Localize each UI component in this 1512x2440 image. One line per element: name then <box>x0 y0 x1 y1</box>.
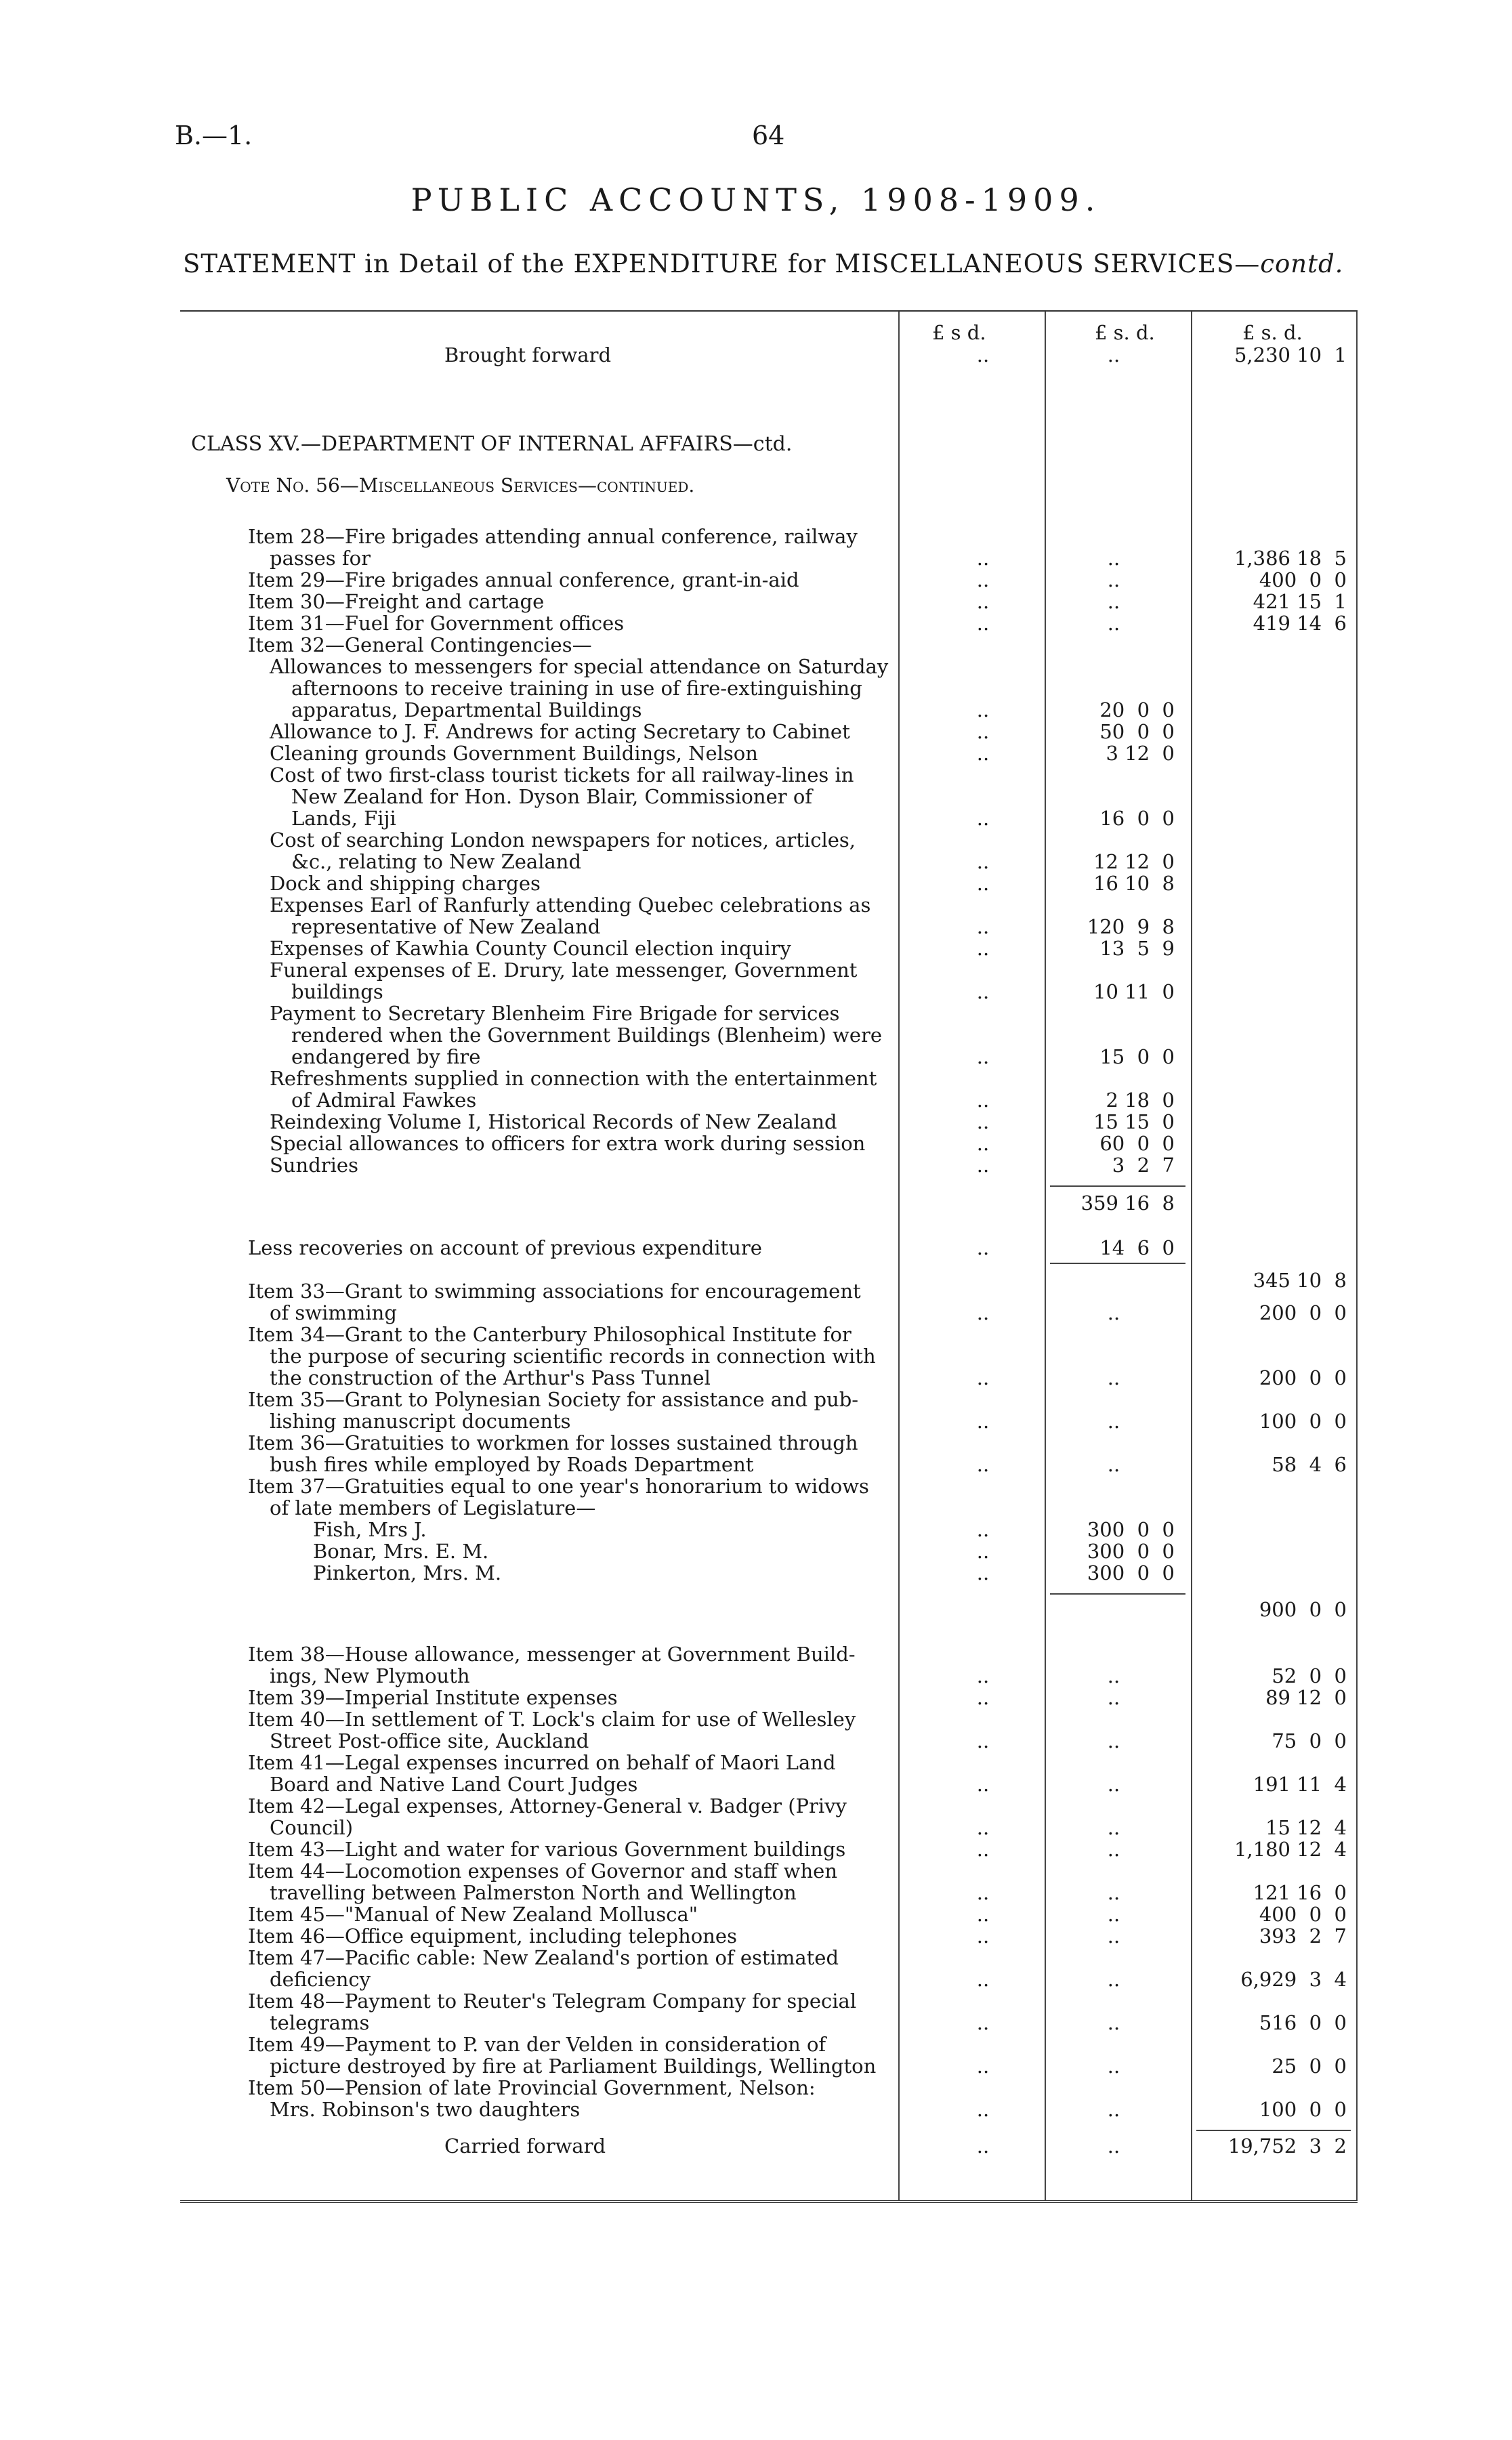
row-description: ings, New Plymouth <box>270 1664 470 1687</box>
amount-c1: .. <box>976 1110 990 1133</box>
row-description: Item 49—Payment to P. van der Velden in consideration of <box>248 2033 826 2056</box>
row-description: apparatus, Departmental Buildings <box>291 698 642 721</box>
table-row <box>180 764 1358 786</box>
row-description: Bonar, Mrs. E. M. <box>313 1540 489 1563</box>
amount-c3: 100 0 0 <box>1259 2098 1347 2121</box>
table-row <box>180 2135 1358 2157</box>
table-row <box>180 1154 1358 1176</box>
table-row <box>180 1860 1358 1882</box>
amount-c2: 15 15 0 <box>1093 1110 1175 1133</box>
amount-c2: 60 0 0 <box>1099 1132 1175 1155</box>
table-row <box>180 872 1358 894</box>
row-description: Council) <box>270 1816 354 1839</box>
amount-c2: 2 18 0 <box>1106 1089 1175 1112</box>
table-row <box>180 344 1358 366</box>
amount-c3: 19,752 3 2 <box>1227 2134 1347 2158</box>
amount-c3: 393 2 7 <box>1259 1924 1347 1948</box>
amount-c1: .. <box>976 1838 990 1861</box>
row-description: Item 30—Freight and cartage <box>248 590 545 613</box>
table-row <box>180 1111 1358 1133</box>
row-description: Item 50—Pension of late Provincial Government, Nelson: <box>248 2076 816 2099</box>
amount-c1: .. <box>976 2055 990 2078</box>
table-row <box>180 1345 1358 1367</box>
amount-c2: .. <box>1107 1686 1120 1709</box>
row-description: Allowance to J. F. Andrews for acting Secretary to Cabinet <box>270 720 850 743</box>
amount-c3: 400 0 0 <box>1259 568 1347 591</box>
amount-c2: .. <box>1107 2055 1120 2078</box>
amount-c2: 300 0 0 <box>1087 1540 1175 1563</box>
amount-c2: .. <box>1107 1366 1120 1389</box>
row-description: Lands, Fiji <box>291 807 396 830</box>
amount-c2: .. <box>1107 1968 1120 1991</box>
table-row <box>180 1454 1358 1475</box>
amount-c3: 121 16 0 <box>1253 1881 1347 1904</box>
table-row <box>180 1497 1358 1519</box>
total-rule <box>1196 2130 1351 2131</box>
amount-c1: .. <box>976 1561 990 1584</box>
table-row <box>180 2055 1358 2077</box>
amount-c3: 15 12 4 <box>1265 1816 1347 1839</box>
table-row <box>180 721 1358 742</box>
table-row <box>180 1367 1358 1389</box>
amount-c1: .. <box>976 1301 990 1324</box>
table-row <box>180 591 1358 612</box>
row-description: Expenses of Kawhia County Council election inquiry <box>270 937 791 960</box>
page-number: 64 <box>752 121 785 150</box>
table-row <box>180 1687 1358 1708</box>
amount-c1: .. <box>976 1132 990 1155</box>
amount-c2: 12 12 0 <box>1093 850 1175 873</box>
table-row <box>180 1003 1358 1024</box>
table-row <box>180 1046 1358 1068</box>
amount-c1: .. <box>976 1366 990 1389</box>
row-description: passes for <box>270 547 371 570</box>
row-description: Payment to Secretary Blenheim Fire Brigade for services <box>270 1002 840 1025</box>
row-description: Brought forward <box>444 343 612 366</box>
table-row <box>180 1324 1358 1345</box>
row-description: Item 41—Legal expenses incurred on behalf of Maori Land <box>248 1751 836 1774</box>
row-description: Pinkerton, Mrs. M. <box>313 1561 502 1584</box>
subtitle-main: STATEMENT in Detail of the EXPENDITURE for MISCELLANEOUS SERVICES— <box>183 249 1261 278</box>
amount-c2: 3 2 7 <box>1112 1154 1175 1177</box>
amount-c2: .. <box>1107 1816 1120 1839</box>
table-row <box>180 677 1358 699</box>
table-row <box>180 786 1358 807</box>
table-row <box>180 1562 1358 1584</box>
row-description: representative of New Zealand <box>291 915 601 938</box>
amount-c2: .. <box>1107 2098 1120 2121</box>
report-reference: B.—1. <box>175 121 253 150</box>
amount-c2: .. <box>1107 612 1120 635</box>
amount-c1: .. <box>976 980 990 1003</box>
table-row <box>180 1925 1358 1947</box>
amount-c3: 421 15 1 <box>1253 590 1347 613</box>
table-row <box>180 1519 1358 1540</box>
table-row <box>180 1389 1358 1410</box>
amount-c1: .. <box>976 807 990 830</box>
table-row <box>180 807 1358 829</box>
amount-c3: 75 0 0 <box>1272 1729 1347 1752</box>
column-header-3: £ s. d. <box>1242 321 1303 344</box>
table-row <box>180 1302 1358 1324</box>
amount-c3: 5,230 10 1 <box>1234 343 1347 366</box>
amount-c3: 1,180 12 4 <box>1234 1838 1347 1861</box>
table-row <box>180 1903 1358 1925</box>
amount-c1: .. <box>976 1924 990 1948</box>
amount-c1: .. <box>976 2098 990 2121</box>
amount-c2: 14 6 0 <box>1099 1236 1175 1259</box>
amount-c2: 20 0 0 <box>1099 698 1175 721</box>
amount-c2: .. <box>1107 547 1120 570</box>
row-description: Item 44—Locomotion expenses of Governor and staff when <box>248 1859 838 1882</box>
row-description: Special allowances to officers for extra work during session <box>270 1132 866 1155</box>
table-row <box>180 916 1358 938</box>
amount-c2: .. <box>1107 1773 1120 1796</box>
row-description: Item 46—Office equipment, including telephones <box>248 1924 737 1948</box>
amount-c2: .. <box>1107 1838 1120 1861</box>
table-row <box>180 1752 1358 1773</box>
amount-c1: .. <box>976 1729 990 1752</box>
amount-c3: 89 12 0 <box>1265 1686 1347 1709</box>
amount-c1: .. <box>976 850 990 873</box>
amount-c3: 58 4 6 <box>1272 1453 1347 1476</box>
amount-c2: .. <box>1107 343 1120 366</box>
row-description: Cleaning grounds Government Buildings, Nelson <box>270 742 758 765</box>
amount-c1: .. <box>976 590 990 613</box>
amount-c1: .. <box>976 1968 990 1991</box>
table-row <box>180 1192 1358 1214</box>
table-row <box>180 851 1358 872</box>
table-row <box>180 1089 1358 1111</box>
amount-c1: .. <box>976 1045 990 1068</box>
row-description: Item 28—Fire brigades attending annual conference, railway <box>248 525 858 548</box>
amount-c2: 300 0 0 <box>1087 1518 1175 1541</box>
amount-c2: .. <box>1107 2134 1120 2158</box>
amount-c2: .. <box>1107 1924 1120 1948</box>
row-description: rendered when the Government Buildings (Blenheim) were <box>291 1024 883 1047</box>
amount-c3: 1,386 18 5 <box>1234 547 1347 570</box>
statement-subtitle <box>183 249 1343 278</box>
amount-c1: .. <box>976 1453 990 1476</box>
amount-c1: .. <box>976 1686 990 1709</box>
row-description: Board and Native Land Court Judges <box>270 1773 638 1796</box>
table-row <box>180 634 1358 656</box>
row-description: telegrams <box>270 2011 370 2034</box>
row-description: buildings <box>291 980 383 1003</box>
amount-c2: 16 10 8 <box>1093 872 1175 895</box>
amount-c2: 3 12 0 <box>1106 742 1175 765</box>
table-row <box>180 1068 1358 1089</box>
amount-c2: .. <box>1107 1664 1120 1687</box>
row-description: &c., relating to New Zealand <box>291 850 582 873</box>
amount-c1: .. <box>976 2134 990 2158</box>
row-description: Carried forward <box>444 2134 606 2158</box>
table-row <box>180 1410 1358 1432</box>
amount-c3: 419 14 6 <box>1253 612 1347 635</box>
amount-c3: 400 0 0 <box>1259 1903 1347 1926</box>
row-description: Funeral expenses of E. Drury, late messenger, Government <box>270 959 858 982</box>
amount-c1: .. <box>976 1881 990 1904</box>
amount-c2: 359 16 8 <box>1080 1192 1175 1215</box>
amount-c1: .. <box>976 2011 990 2034</box>
row-description: the construction of the Arthur's Pass Tunnel <box>270 1366 711 1389</box>
table-row <box>180 959 1358 981</box>
amount-c1: .. <box>976 1410 990 1433</box>
amount-c2: .. <box>1107 1729 1120 1752</box>
row-description: Item 45—"Manual of New Zealand Mollusca" <box>248 1903 698 1926</box>
amount-c3: 900 0 0 <box>1259 1598 1347 1621</box>
table-row <box>180 1280 1358 1302</box>
amount-c1: .. <box>976 343 990 366</box>
amount-c1: .. <box>976 1540 990 1563</box>
amount-c2: 15 0 0 <box>1099 1045 1175 1068</box>
amount-c1: .. <box>976 547 990 570</box>
column-header-1: £ s d. <box>932 321 986 344</box>
row-description: lishing manuscript documents <box>270 1410 571 1433</box>
amount-c2: .. <box>1107 2011 1120 2034</box>
amount-c1: .. <box>976 1816 990 1839</box>
row-description: Item 38—House allowance, messenger at Government Build- <box>248 1643 856 1666</box>
table-row <box>180 526 1358 547</box>
row-description: Less recoveries on account of previous expenditure <box>248 1236 762 1259</box>
amount-c3: 191 11 4 <box>1253 1773 1347 1796</box>
table-row <box>180 569 1358 591</box>
table-row <box>180 1708 1358 1730</box>
row-description: Item 37—Gratuities equal to one year's honorarium to widows <box>248 1475 869 1498</box>
table-row <box>180 1990 1358 2012</box>
row-description: of late members of Legislature— <box>270 1496 596 1519</box>
amount-c3: 345 10 8 <box>1253 1269 1347 1292</box>
table-row <box>180 2012 1358 2034</box>
table-row <box>180 829 1358 851</box>
amount-c3: 100 0 0 <box>1259 1410 1347 1433</box>
table-row <box>180 547 1358 569</box>
expenditure-table <box>180 310 1358 2203</box>
row-description: of swimming <box>270 1301 397 1324</box>
row-description: Item 36—Gratuities to workmen for losses sustained through <box>248 1431 858 1454</box>
table-row <box>180 742 1358 764</box>
row-description: Cost of searching London newspapers for notices, articles, <box>270 828 856 851</box>
table-row <box>180 2077 1358 2099</box>
table-row <box>180 1773 1358 1795</box>
row-description: Item 34—Grant to the Canterbury Philosophical Institute for <box>248 1323 852 1346</box>
row-description: Item 29—Fire brigades annual conference, grant-in-aid <box>248 568 799 591</box>
amount-c2: 300 0 0 <box>1087 1561 1175 1584</box>
table-row <box>180 2034 1358 2055</box>
subtotal-rule <box>1050 1263 1185 1264</box>
row-description: Item 39—Imperial Institute expenses <box>248 1686 618 1709</box>
amount-c3: 25 0 0 <box>1272 2055 1347 2078</box>
table-row <box>180 1882 1358 1903</box>
amount-c1: .. <box>976 698 990 721</box>
amount-c2: 13 5 9 <box>1099 937 1175 960</box>
amount-c2: .. <box>1107 1881 1120 1904</box>
row-description: Item 42—Legal expenses, Attorney-General v. Badger (Privy <box>248 1794 847 1817</box>
amount-c3: 52 0 0 <box>1272 1664 1347 1687</box>
row-description: Expenses Earl of Ranfurly attending Quebec celebrations as <box>270 893 871 917</box>
row-description: Item 32—General Contingencies— <box>248 633 592 656</box>
row-description: Item 40—In settlement of T. Lock's claim for use of Wellesley <box>248 1708 856 1731</box>
amount-c1: .. <box>976 568 990 591</box>
row-description: Fish, Mrs J. <box>313 1518 427 1541</box>
amount-c1: .. <box>976 1089 990 1112</box>
table-row <box>180 699 1358 721</box>
page-title: PUBLIC ACCOUNTS, 1908-1909. <box>411 182 1101 218</box>
table-row <box>180 612 1358 634</box>
table-row <box>180 938 1358 959</box>
amount-c1: .. <box>976 720 990 743</box>
table-row <box>180 1540 1358 1562</box>
row-description: Refreshments supplied in connection with the entertainment <box>270 1067 877 1090</box>
row-description: deficiency <box>270 1968 371 1991</box>
row-description: picture destroyed by fire at Parliament Buildings, Wellington <box>270 2055 877 2078</box>
table-row <box>180 1643 1358 1665</box>
amount-c3: 516 0 0 <box>1259 2011 1347 2034</box>
table-row <box>180 1969 1358 1990</box>
row-description: Mrs. Robinson's two daughters <box>270 2098 581 2121</box>
amount-c1: .. <box>976 1773 990 1796</box>
row-description: Cost of two first-class tourist tickets for all railway-lines in <box>270 763 854 786</box>
amount-c1: .. <box>976 1154 990 1177</box>
amount-c1: .. <box>976 612 990 635</box>
class-heading: CLASS XV.—DEPARTMENT OF INTERNAL AFFAIRS—ctd. <box>191 432 793 456</box>
amount-c2: 50 0 0 <box>1099 720 1175 743</box>
row-description: Item 47—Pacific cable: New Zealand's portion of estimated <box>248 1946 839 1969</box>
table-row <box>180 1947 1358 1969</box>
table-row <box>180 1838 1358 1860</box>
row-description: Street Post-office site, Auckland <box>270 1729 589 1752</box>
amount-c3: 200 0 0 <box>1259 1301 1347 1324</box>
row-description: Item 43—Light and water for various Government buildings <box>248 1838 846 1861</box>
amount-c1: .. <box>976 742 990 765</box>
row-description: Item 33—Grant to swimming associations for encouragement <box>248 1280 861 1303</box>
row-description: afternoons to receive training in use of fire-extinguishing <box>291 677 862 700</box>
table-row <box>180 1665 1358 1687</box>
table-row <box>180 1795 1358 1817</box>
amount-c2: .. <box>1107 590 1120 613</box>
subtitle-tail: contd. <box>1260 249 1344 278</box>
amount-c1: .. <box>976 1664 990 1687</box>
row-description: Item 31—Fuel for Government offices <box>248 612 625 635</box>
row-description: Item 35—Grant to Polynesian Society for assistance and pub- <box>248 1388 859 1411</box>
amount-c2: 16 0 0 <box>1099 807 1175 830</box>
amount-c2: .. <box>1107 1410 1120 1433</box>
vote-heading: Vote No. 56—Miscellaneous Services—continued. <box>226 474 695 497</box>
table-row <box>180 1599 1358 1620</box>
row-description: Sundries <box>270 1154 358 1177</box>
amount-c1: .. <box>976 1903 990 1926</box>
amount-c2: .. <box>1107 1903 1120 1926</box>
table-row <box>180 1432 1358 1454</box>
table-row <box>180 1817 1358 1838</box>
row-description: of Admiral Fawkes <box>291 1089 477 1112</box>
row-description: travelling between Palmerston North and Wellington <box>270 1881 797 1904</box>
table-row <box>180 2099 1358 2120</box>
amount-c2: .. <box>1107 1301 1120 1324</box>
row-description: Reindexing Volume I, Historical Records of New Zealand <box>270 1110 837 1133</box>
row-description: bush fires while employed by Roads Department <box>270 1453 754 1476</box>
amount-c1: .. <box>976 1236 990 1259</box>
row-description: the purpose of securing scientific records in connection with <box>270 1345 876 1368</box>
row-description: Allowances to messengers for special attendance on Saturday <box>270 655 889 678</box>
amount-c2: .. <box>1107 568 1120 591</box>
table-row <box>180 894 1358 916</box>
row-description: endangered by fire <box>291 1045 481 1068</box>
row-description: Dock and shipping charges <box>270 872 541 895</box>
table-row <box>180 1730 1358 1752</box>
table-row <box>180 1475 1358 1497</box>
amount-c2: 10 11 0 <box>1093 980 1175 1003</box>
row-description: Item 48—Payment to Reuter's Telegram Company for special <box>248 1990 857 2013</box>
amount-c2: .. <box>1107 1453 1120 1476</box>
row-description: New Zealand for Hon. Dyson Blair, Commissioner of <box>291 785 813 808</box>
column-header-2: £ s. d. <box>1095 321 1155 344</box>
amount-c3: 6,929 3 4 <box>1240 1968 1347 1991</box>
amount-c1: .. <box>976 915 990 938</box>
table-row <box>180 981 1358 1003</box>
amount-c3: 200 0 0 <box>1259 1366 1347 1389</box>
table-row <box>180 1237 1358 1259</box>
amount-c1: .. <box>976 872 990 895</box>
table-row <box>180 1133 1358 1154</box>
subtotal-rule <box>1050 1593 1185 1595</box>
table-row <box>180 656 1358 677</box>
amount-c1: .. <box>976 1518 990 1541</box>
table-row <box>180 1024 1358 1046</box>
subtotal-rule <box>1050 1185 1185 1187</box>
amount-c2: 120 9 8 <box>1087 915 1175 938</box>
amount-c1: .. <box>976 937 990 960</box>
